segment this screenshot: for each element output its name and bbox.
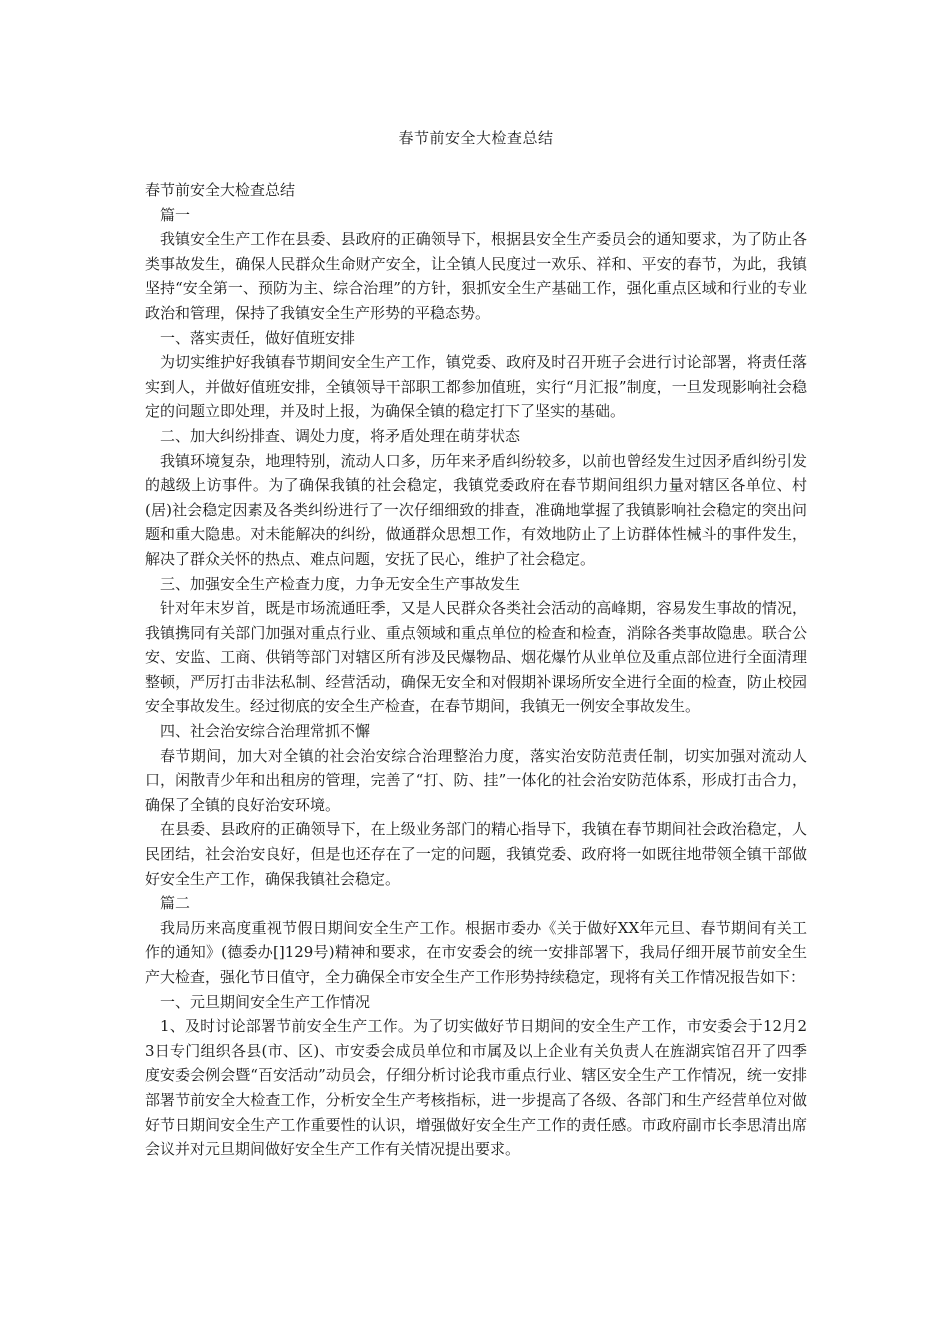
paragraph: 四、社会治安综合治理常抓不懈	[160, 722, 371, 741]
paragraph: 我镇安全生产工作在县委、县政府的正确领导下，根据县安全生产委员会的通知要求，为了防止各类事故发生，确保人民群众生命财产安全，让全镇人民度过一欢乐、祥和、平安的春节，为此，我镇坚持“安全第一、预防为主、综合治理”的方针，狠抓安全生产基础工作，强化重点区域和行业的专业政治和管理，保持了我镇安全生产形势的平稳态势。	[145, 230, 807, 322]
paragraph: 一、元旦期间安全生产工作情况	[160, 992, 371, 1011]
paragraph: 篇二	[160, 894, 191, 913]
paragraph: 篇一	[160, 205, 191, 224]
document-title: 春节前安全大检查总结	[398, 129, 554, 147]
paragraph: 为切实维护好我镇春节期间安全生产工作，镇党委、政府及时召开班子会进行讨论部署，将责任落实到人，并做好值班安排，全镇领导干部职工都参加值班，实行“月汇报”制度，一旦发现影响社会稳定的问题立即处理，并及时上报，为确保全镇的稳定打下了坚实的基础。	[145, 353, 807, 421]
paragraph: 在县委、县政府的正确领导下，在上级业务部门的精心指导下，我镇在春节期间社会政治稳定，人民团结，社会治安良好，但是也还存在了一定的问题，我镇党委、政府将一如既往地带领全镇干部做好安全生产工作，确保我镇社会稳定。	[145, 820, 807, 888]
paragraph: 春节前安全大检查总结	[145, 181, 296, 199]
document-page	[145, 126, 807, 1162]
paragraph: 二、加大纠纷排查、调处力度，将矛盾处理在萌芽状态	[160, 426, 521, 445]
paragraph: 三、加强安全生产检查力度，力争无安全生产事故发生	[160, 574, 521, 593]
document-body	[145, 178, 807, 1162]
paragraph: 春节期间，加大对全镇的社会治安综合治理整治力度，落实治安防范责任制，切实加强对流动人口，闲散青少年和出租房的管理，完善了“打、防、挂”一体化的社会治安防范体系，形成打击合力，确保了全镇的良好治安环境。	[145, 746, 807, 814]
paragraph: 我镇环境复杂，地理特别，流动人口多，历年来矛盾纠纷较多，以前也曾经发生过因矛盾纠纷引发的越级上访事件。为了确保我镇的社会稳定，我镇党委政府在春节期间组织力量对辖区各单位、村(居)社会稳定因素及各类纠纷进行了一次仔细细致的排查，准确地掌握了我镇影响社会稳定的突出问题和重大隐患。对未能解决的纠纷，做通群众思想工作，有效地防止了上访群体性械斗的事件发生，解决了群众关怀的热点、难点问题，安抚了民心，维护了社会稳定。	[145, 451, 807, 568]
paragraph: 1、及时讨论部署节前安全生产工作。为了切实做好节日期间的安全生产工作，市安委会于12月23日专门组织各县(市、区)、市安委会成员单位和市属及以上企业有关负责人在旌湖宾馆召开了四季度安委会例会暨“百安活动”动员会，仔细分析讨论我市重点行业、辖区安全生产工作情况，统一安排部署节前安全大检查工作，分析安全生产考核指标，进一步提高了各级、各部门和生产经营单位对做好节日期间安全生产工作重要性的认识，增强做好安全生产工作的责任感。市政府副市长李思清出席会议并对元旦期间做好安全生产工作有关情况提出要求。	[145, 1017, 807, 1159]
paragraph: 针对年末岁首，既是市场流通旺季，又是人民群众各类社会活动的高峰期，容易发生事故的情况，我镇携同有关部门加强对重点行业、重点领域和重点单位的检查和检查，消除各类事故隐患。联合公安、安监、工商、供销等部门对辖区所有涉及民爆物品、烟花爆竹从业单位及重点部位进行全面清理整顿，严厉打击非法私制、经营活动，确保无安全和对假期补课场所安全进行全面的检查，防止校园安全事故发生。经过彻底的安全生产检查，在春节期间，我镇无一例安全事故发生。	[145, 599, 807, 716]
paragraph: 我局历来高度重视节假日期间安全生产工作。根据市委办《关于做好XX年元旦、春节期间有关工作的通知》(德委办[]129号)精神和要求，在市安委会的统一安排部署下，我局仔细开展节前安全生产大检查，强化节日值守，全力确保全市安全生产工作形势持续稳定，现将有关工作情况报告如下：	[145, 918, 807, 986]
paragraph: 一、落实责任，做好值班安排	[160, 328, 356, 347]
